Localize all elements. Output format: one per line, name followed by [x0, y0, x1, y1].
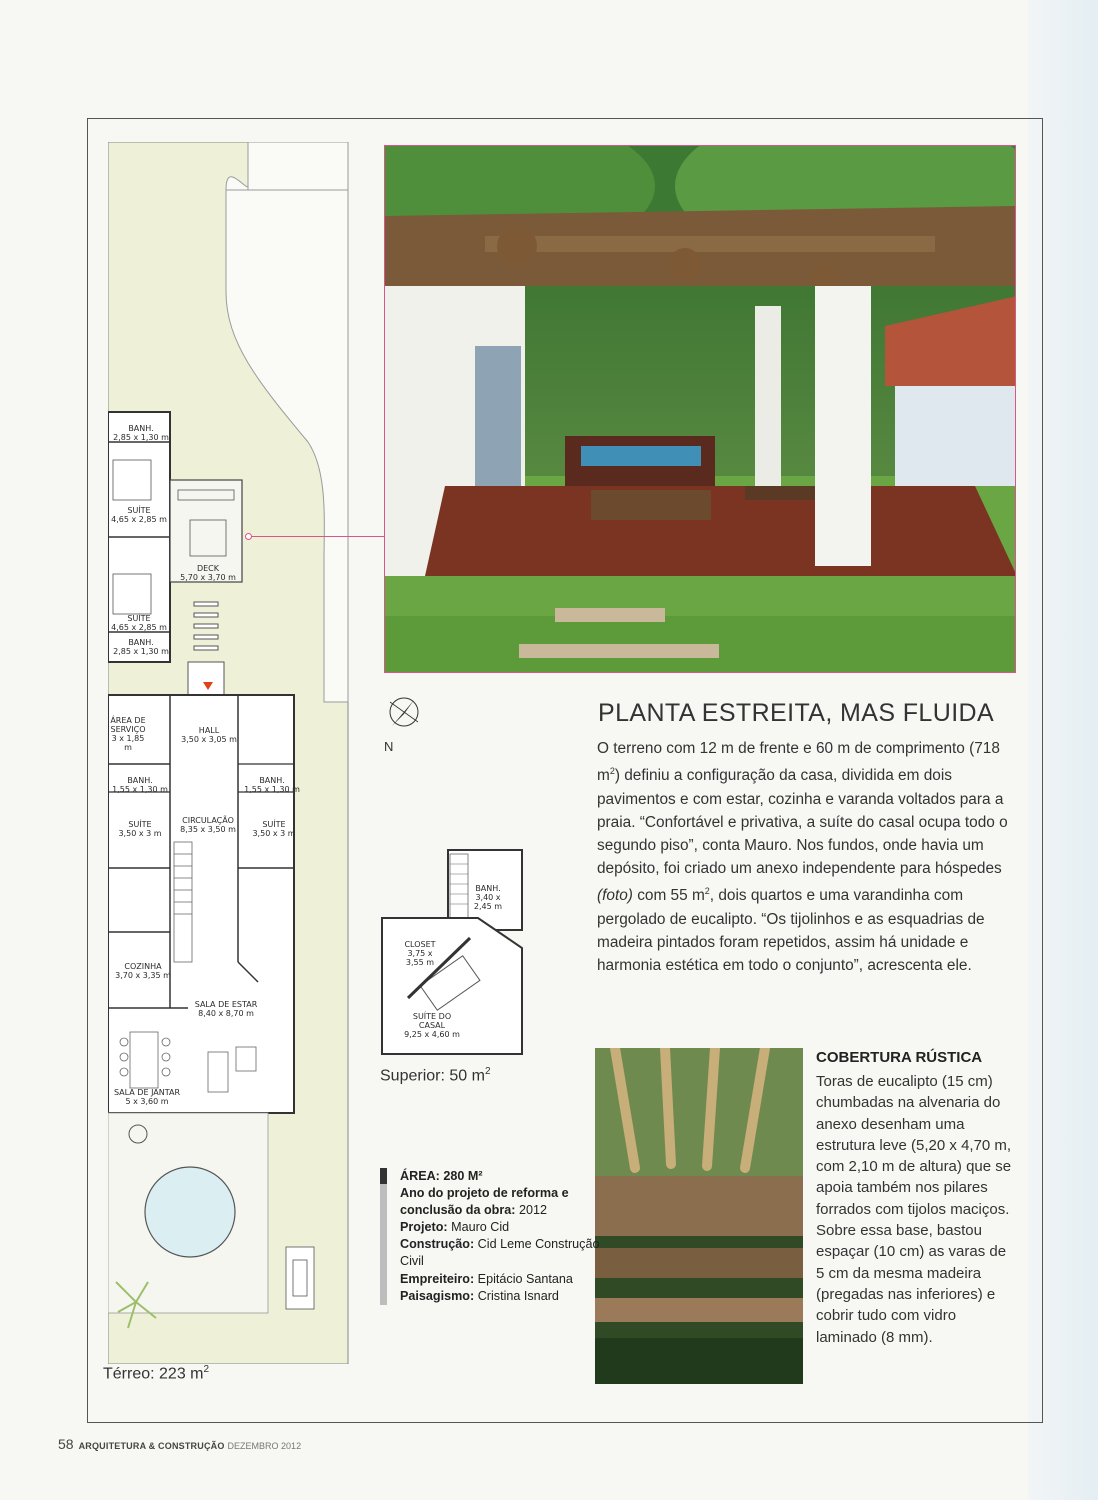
- spec-construction: Construção: Cid Leme Construção Civil: [400, 1237, 600, 1269]
- room-label: BANH. 2,85 x 1,30 m: [113, 424, 169, 442]
- photo-leader-line: [248, 536, 384, 537]
- room-label: SUÍTE 3,50 x 3 m: [252, 820, 296, 838]
- north-label: N: [384, 739, 394, 754]
- article-heading: PLANTA ESTREITA, MAS FLUIDA: [598, 699, 995, 727]
- room-label: SUÍTE 4,65 x 2,85 m: [111, 506, 167, 524]
- room-label: SUÍTE DO CASAL 9,25 x 4,60 m: [404, 1012, 460, 1039]
- ground-floor-label-exp: 2: [203, 1364, 210, 1375]
- pergola-detail-photo: [595, 1048, 803, 1384]
- issue-date: DEZEMBRO 2012: [227, 1441, 302, 1451]
- room-label: COZINHA 3,70 x 3,35 m: [115, 962, 171, 980]
- pergola-deck-photo: [384, 145, 1016, 673]
- page-number: 58: [58, 1436, 74, 1452]
- upper-floor-label-exp: 2: [484, 1066, 491, 1077]
- spec-landscaping: Paisagismo: Cristina Isnard: [400, 1288, 559, 1303]
- room-label: BANH. 3,40 x 2,45 m: [473, 884, 503, 911]
- spec-area: ÁREA: 280 M²: [400, 1169, 483, 1183]
- spec-marker: [380, 1168, 387, 1184]
- caption-text: Toras de eucalipto (15 cm) chumbadas na alvenaria do anexo desenham uma estrutura leve (5,20 x 4,70 m, com 2,10 m de altura) que se apoia também nos pilares forrados com tijolos maciços. Sobre essa base, bastou espaçar (10 cm) as varas de 5 cm da mesma madeira (pregadas nas inferiores) e cobrir tudo com vidro laminado (8 mm).: [816, 1073, 1012, 1346]
- room-label: ÁREA DE SERVIÇO 3 x 1,85 m: [110, 716, 146, 752]
- room-label: BANH. 1,55 x 1,30 m: [112, 776, 168, 794]
- room-label: BANH. 1,55 x 1,30 m: [244, 776, 300, 794]
- room-label: BANH. 2,85 x 1,30 m: [113, 638, 169, 656]
- room-label: SUÍTE 3,50 x 3 m: [118, 820, 162, 838]
- caption-title: COBERTURA RÚSTICA: [816, 1049, 983, 1066]
- ground-floor-label: [103, 1364, 209, 1383]
- room-label: HALL 3,50 x 3,05 m: [181, 726, 237, 744]
- project-specs: [380, 1168, 600, 1305]
- room-label: DECK 5,70 x 3,70 m: [180, 564, 236, 582]
- magazine-name: ARQUITETURA & CONSTRUÇÃO: [78, 1441, 225, 1451]
- upper-floor-label-text: Superior: 50 m: [380, 1067, 485, 1085]
- room-label: SALA DE ESTAR 8,40 x 8,70 m: [194, 1000, 258, 1018]
- photo-leader-dot: [245, 533, 252, 540]
- spec-contractor: Empreiteiro: Epitácio Santana: [400, 1271, 573, 1286]
- spec-year: Ano do projeto de reforma e conclusão da obra: 2012: [400, 1186, 569, 1218]
- ground-floor-label-text: Térreo: 223 m: [103, 1365, 204, 1383]
- room-label: SALA DE JANTAR 5 x 3,60 m: [113, 1088, 181, 1106]
- article-body: O terreno com 12 m de frente e 60 m de comprimento (718 $m^2$) definiu a configuração da casa, dividida em dois pavimentos e com estar, cozinha e varanda voltados para a praia. “Confortável e privativa, a suíte do casal ocupa todo o segundo piso”, conta Mauro. Nos fundos, onde havia um depósito, foi criado um anexo independente para hóspedes (foto) com 55 $m^2$, dois quartos e uma varandinha com pergolado de eucalipto. “Os tijolinhos e as esquadrias de madeira pintados foram repetidos, assim há unidade e harmonia estética em todo o conjunto”, acrescenta ele.: [597, 740, 1008, 975]
- upper-floor-label: [380, 1066, 491, 1085]
- spec-project: Projeto: Mauro Cid: [400, 1220, 510, 1235]
- ground-floor-plan: [108, 142, 356, 1364]
- room-label: SUÍTE 4,65 x 2,85 m: [111, 614, 167, 632]
- room-label: CLOSET 3,75 x 3,55 m: [404, 940, 436, 967]
- page-footer: [58, 1436, 301, 1454]
- room-label: CIRCULAÇÃO 8,35 x 3,50 m: [180, 816, 236, 834]
